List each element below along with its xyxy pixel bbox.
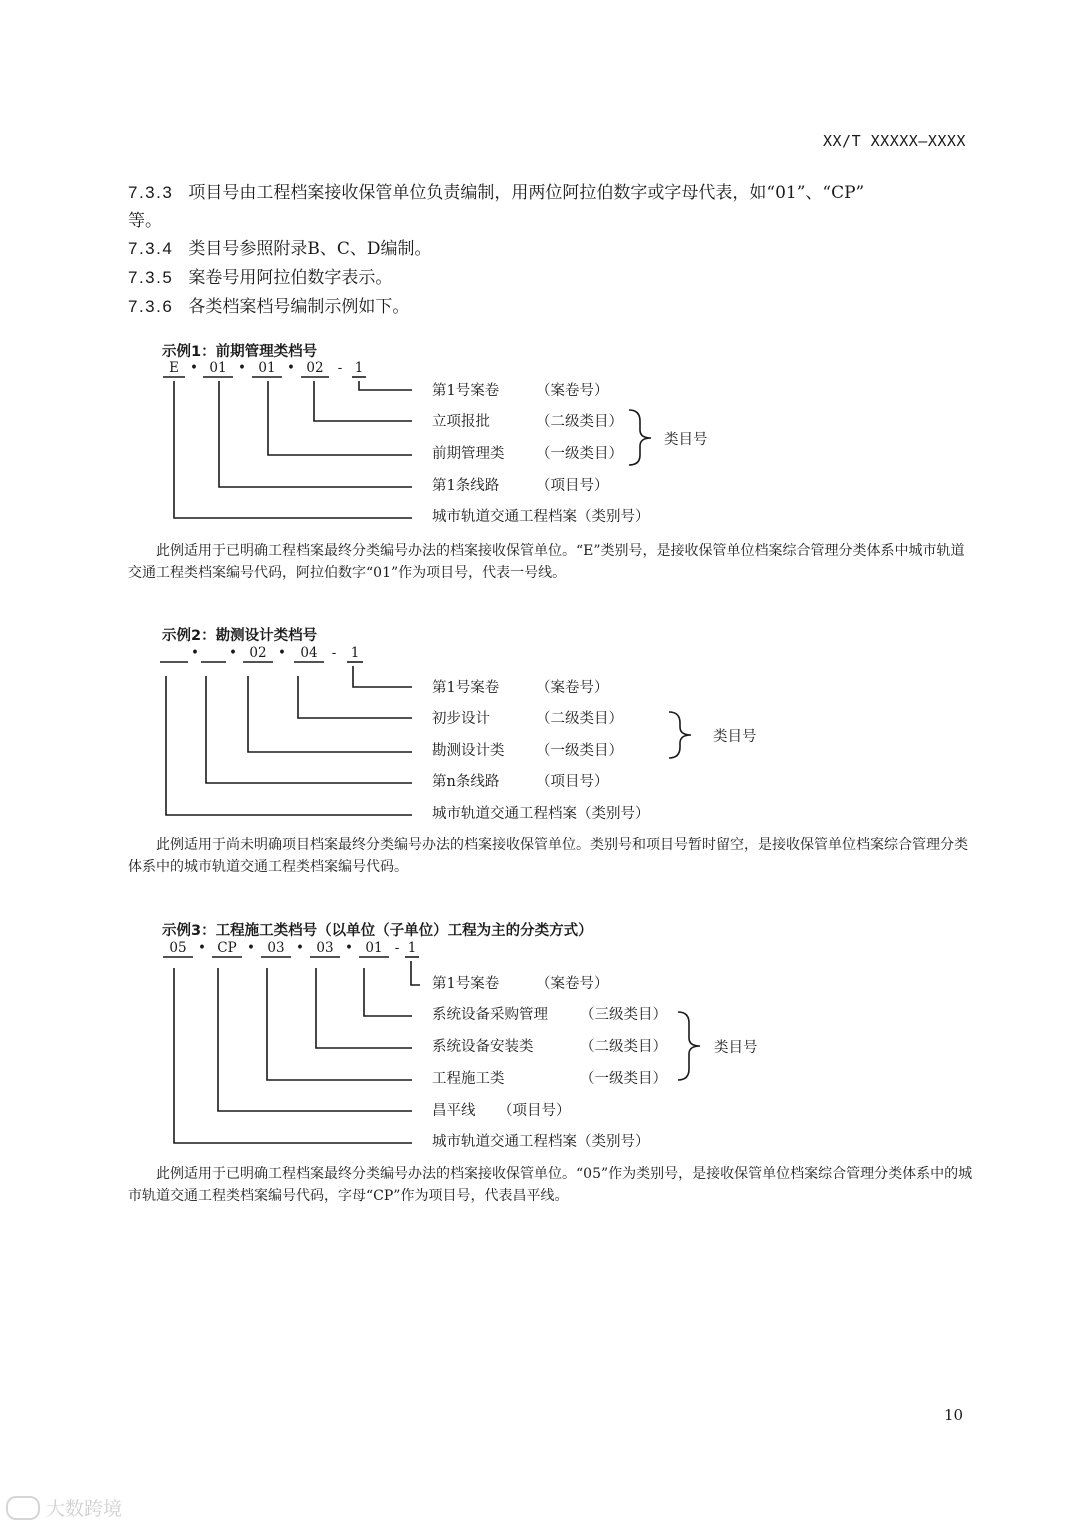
row-level: （二级类目）	[536, 711, 623, 727]
row-label: 第1号案卷	[432, 976, 500, 992]
row-label: 昌平线	[432, 1103, 476, 1119]
code-part-project: 01	[209, 360, 227, 376]
code-part-project: CP	[217, 940, 237, 956]
row-level: （案卷号）	[536, 976, 609, 992]
code-separator: •	[191, 645, 199, 661]
clause-text: 案卷号用阿拉伯数字表示。	[188, 268, 393, 288]
row-level: （一级类目）	[580, 1071, 667, 1087]
code-separator: •	[198, 940, 206, 956]
row-label: 系统设备安装类	[432, 1039, 534, 1055]
code-part-volume: 1	[407, 940, 417, 956]
example-title: 示例2：勘测设计类档号	[162, 628, 318, 644]
row-level: （案卷号）	[536, 383, 609, 399]
row-level: （一级类目）	[536, 743, 623, 759]
code-part-category: E	[169, 360, 179, 376]
row-label: 工程施工类	[432, 1071, 505, 1087]
code-part-volume: 1	[354, 360, 364, 376]
code-separator: -	[331, 645, 337, 661]
row-label: 城市轨道交通工程档案（类别号）	[432, 509, 650, 525]
brace-label: 类目号	[664, 432, 708, 448]
row-level: （一级类目）	[536, 446, 623, 462]
row-label: 第1号案卷	[432, 680, 500, 696]
code-part-level2: 04	[300, 645, 318, 661]
code-separator: •	[247, 940, 255, 956]
clause-continuation: 等。	[128, 211, 162, 231]
brace-label: 类目号	[714, 1040, 758, 1056]
standard-code: XX/T XXXXX—XXXX	[823, 132, 966, 150]
row-label: 城市轨道交通工程档案（类别号）	[432, 806, 650, 822]
row-level: （三级类目）	[580, 1007, 667, 1023]
clause-number: 7.3.5	[128, 268, 174, 287]
watermark-text: 大数跨境	[46, 1498, 123, 1520]
code-separator: •	[190, 360, 198, 376]
row-level: （项目号）	[498, 1103, 571, 1119]
example-note: 此例适用于已明确工程档案最终分类编号办法的档案接收保管单位。“E”类别号，是接收保管单位档案综合管理分类体系中城市轨道交通工程类档案编号代码，阿拉伯数字“01”作为项目号，代表一号线。	[128, 543, 965, 581]
clause-text: 项目号由工程档案接收保管单位负责编制，用两位阿拉伯数字或字母代表，如“01”、“CP”	[188, 183, 865, 203]
code-part-level2: 03	[316, 940, 334, 956]
code-separator: •	[238, 360, 246, 376]
example-title: 示例3：工程施工类档号（以单位（子单位）工程为主的分类方式）	[162, 923, 593, 939]
code-part-level2: 02	[306, 360, 324, 376]
code-part-volume: 1	[350, 645, 360, 661]
code-separator: -	[337, 360, 343, 376]
row-label: 立项报批	[432, 414, 490, 430]
row-label: 第1号案卷	[432, 383, 500, 399]
row-label: 初步设计	[432, 711, 490, 727]
code-separator: •	[287, 360, 295, 376]
row-label: 第1条线路	[432, 478, 500, 494]
row-level: （案卷号）	[536, 680, 609, 696]
code-separator: •	[296, 940, 304, 956]
example-note: 此例适用于尚未明确项目档案最终分类编号办法的档案接收保管单位。类别号和项目号暂时留空，是接收保管单位档案综合管理分类体系中的城市轨道交通工程类档案编号代码。	[128, 837, 968, 875]
row-level: （项目号）	[536, 774, 609, 790]
row-label: 勘测设计类	[432, 743, 505, 759]
brace-label: 类目号	[713, 729, 757, 745]
brace-icon	[678, 1012, 700, 1080]
row-label: 城市轨道交通工程档案（类别号）	[432, 1134, 650, 1150]
page-number: 10	[944, 1406, 964, 1424]
clause-number: 7.3.4	[128, 239, 174, 258]
row-level: （二级类目）	[536, 414, 623, 430]
clause-text: 类目号参照附录B、C、D编制。	[188, 239, 432, 259]
row-level: （二级类目）	[580, 1039, 667, 1055]
code-part-level1: 03	[267, 940, 285, 956]
code-separator: •	[345, 940, 353, 956]
code-separator: •	[278, 645, 286, 661]
code-part-category: 05	[169, 940, 187, 956]
example-note: 此例适用于已明确工程档案最终分类编号办法的档案接收保管单位。“05”作为类别号，是接收保管单位档案综合管理分类体系中的城市轨道交通工程类档案编号代码，字母“CP”作为项目号，代表昌平线。	[128, 1166, 973, 1204]
code-part-level3: 01	[365, 940, 383, 956]
row-label: 第n条线路	[432, 774, 500, 790]
watermark	[6, 1494, 122, 1521]
code-separator: -	[394, 940, 400, 956]
weibo-logo-icon	[6, 1496, 40, 1520]
row-label: 系统设备采购管理	[432, 1007, 548, 1023]
clause-number: 7.3.3	[128, 183, 174, 202]
code-separator: •	[229, 645, 237, 661]
row-label: 前期管理类	[432, 446, 505, 462]
code-part-level1: 02	[249, 645, 267, 661]
clause-text: 各类档案档号编制示例如下。	[188, 297, 410, 317]
row-level: （项目号）	[536, 478, 609, 494]
code-part-level1: 01	[258, 360, 276, 376]
example-title: 示例1：前期管理类档号	[162, 344, 318, 360]
clause-number: 7.3.6	[128, 297, 174, 316]
